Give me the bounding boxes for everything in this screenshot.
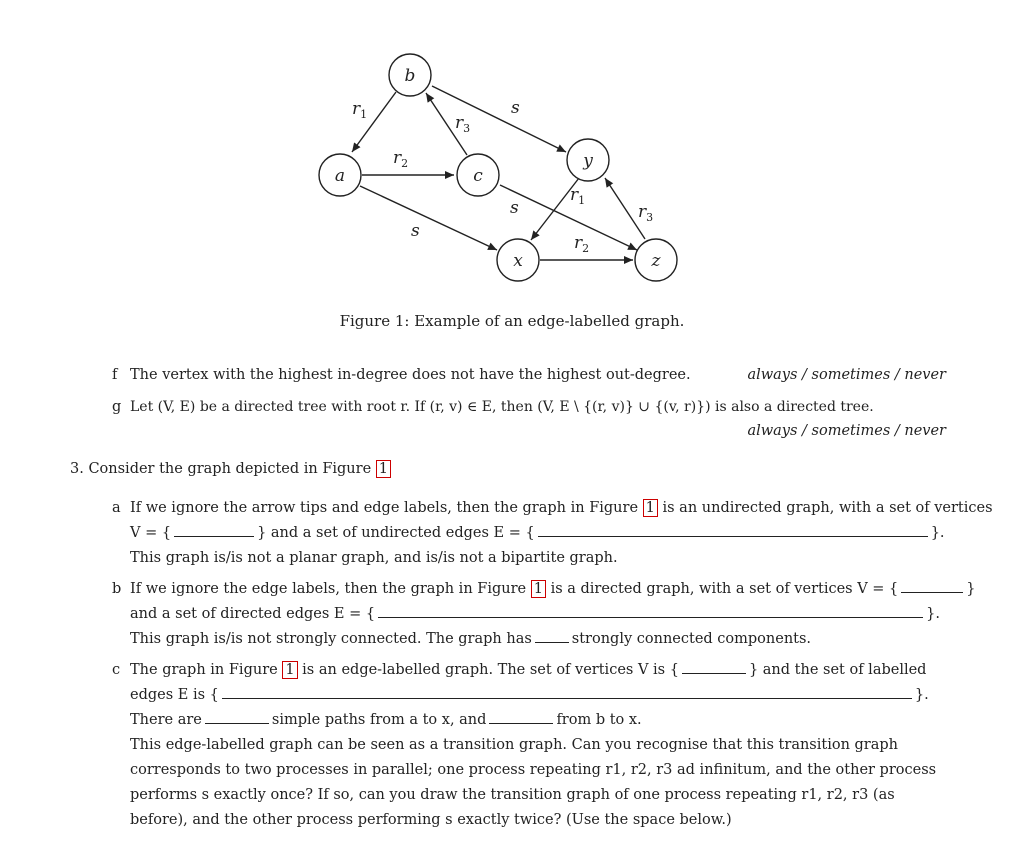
svg-text:x: x bbox=[513, 251, 523, 271]
q3c-letter: c bbox=[112, 662, 121, 678]
q3c-line3-mid: simple paths from a to x, and bbox=[271, 712, 487, 728]
q3c-edges-blank[interactable] bbox=[222, 685, 912, 699]
edge-labelled-graph-figure bbox=[0, 0, 1024, 300]
item-f-text: The vertex with the highest in-degree does not have the highest out-degree. bbox=[130, 367, 691, 383]
q3a-line1-post: is an undirected graph, with a set of vertices bbox=[662, 500, 993, 516]
q3b-line1 bbox=[130, 579, 976, 599]
node-x bbox=[497, 239, 539, 281]
edge-label-b-a: $r_1$ bbox=[352, 99, 368, 121]
q3b-line1-post: is a directed graph, with a set of vertices V = { bbox=[550, 581, 899, 597]
edge-label-a-c: $r_2$ bbox=[393, 148, 409, 170]
q3a-letter: a bbox=[112, 500, 121, 516]
q3b-line2 bbox=[130, 604, 940, 624]
q3c-line3-post: from b to x. bbox=[556, 712, 642, 728]
q3a-line2-mid: } and a set of undirected edges E = { bbox=[257, 525, 535, 541]
q3c-line2-end: }. bbox=[914, 687, 929, 703]
item-g-text: Let (V, E) be a directed tree with root r. If (r, v) ∈ E, then (V, E \ {(r, v)} ∪ {(v, r)}) is also a directed tree. bbox=[130, 399, 874, 415]
q3a-line2-pre: V = { bbox=[130, 525, 172, 541]
q3b-line3 bbox=[130, 629, 811, 649]
question-3-intro-text: Consider the graph depicted in Figure bbox=[88, 461, 372, 477]
q3b-line1-pre: If we ignore the edge labels, then the graph in Figure bbox=[130, 581, 527, 597]
q3b-line2-end: }. bbox=[926, 606, 940, 622]
node-a bbox=[319, 154, 361, 196]
q3b-components-blank[interactable] bbox=[535, 629, 569, 643]
svg-text:z: z bbox=[651, 251, 661, 271]
edge-label-y-x: $r_1$ bbox=[570, 185, 586, 207]
q3a-edges-blank[interactable] bbox=[538, 523, 928, 537]
q3c-line1-mid: is an edge-labelled graph. The set of vertices V is { bbox=[302, 662, 679, 678]
edge-label-c-b: $r_3$ bbox=[455, 113, 471, 135]
q3a-line1 bbox=[130, 498, 993, 518]
svg-text:y: y bbox=[583, 151, 593, 171]
item-g-letter: g bbox=[112, 399, 122, 415]
q3a-line1-pre: If we ignore the arrow tips and edge labels, then the graph in Figure bbox=[130, 500, 639, 516]
figure-caption: Figure 1: Example of an edge-labelled graph. bbox=[339, 312, 685, 330]
svg-text:a: a bbox=[334, 166, 346, 186]
q3c-line1-post: } and the set of labelled bbox=[748, 662, 927, 678]
svg-text:b: b bbox=[404, 66, 416, 86]
q3a-vertices-blank[interactable] bbox=[174, 523, 254, 537]
q3b-line2-pre: and a set of directed edges E = { bbox=[130, 606, 376, 622]
q3a-line2 bbox=[130, 523, 945, 543]
item-f-options: always / sometimes / never bbox=[747, 367, 946, 383]
q3c-line2-pre: edges E is { bbox=[130, 687, 219, 703]
edge-label-z-y: $r_3$ bbox=[638, 202, 654, 224]
item-f-letter: f bbox=[112, 367, 118, 383]
q3c-paths-a-x-blank[interactable] bbox=[205, 710, 269, 724]
node-z bbox=[635, 239, 677, 281]
edge-b-y bbox=[432, 86, 566, 152]
q3b-edges-blank[interactable] bbox=[378, 604, 923, 618]
edge-label-a-x: s bbox=[411, 221, 420, 241]
q3b-line3-pre: This graph is/is not strongly connected. The graph has bbox=[130, 631, 532, 647]
q3b-line1-end: } bbox=[966, 581, 976, 597]
q3a-line2-end: }. bbox=[930, 525, 945, 541]
edge-label-b-y: s bbox=[511, 98, 520, 118]
question-3-number: 3. bbox=[70, 461, 84, 477]
q3c-vertices-blank[interactable] bbox=[682, 660, 746, 674]
item-g-options: always / sometimes / never bbox=[747, 423, 946, 439]
q3b-letter: b bbox=[112, 581, 122, 597]
q3c-paths-b-x-blank[interactable] bbox=[489, 710, 553, 724]
q3c-paragraph: This edge-labelled graph can be seen as a transition graph. Can you recognise that this transition graph corresponds to two processes in parallel; one process repeating r1, r2, r3 ad infinitum, and the other process performs s exactly once? If so, can you draw the transition graph of one process repeating r1, r2, r3 (as before), and the other process performing s exactly twice? (Use the space below.) bbox=[130, 737, 937, 828]
figure-1-link[interactable]: 1 bbox=[376, 460, 391, 478]
figure-1-link[interactable]: 1 bbox=[643, 499, 658, 517]
svg-text:c: c bbox=[473, 166, 483, 186]
node-b bbox=[389, 54, 431, 96]
q3b-line3-post: strongly connected components. bbox=[571, 631, 812, 647]
node-y bbox=[567, 139, 609, 181]
q3c-line2 bbox=[130, 685, 929, 705]
question-3-intro bbox=[70, 459, 391, 479]
q3c-line1-pre: The graph in Figure bbox=[130, 662, 278, 678]
q3c-line1 bbox=[130, 660, 926, 680]
figure-1-link[interactable]: 1 bbox=[282, 661, 297, 679]
q3b-vertices-blank[interactable] bbox=[901, 579, 963, 593]
edge-label-c-z: s bbox=[510, 198, 519, 218]
q3c-line3-pre: There are bbox=[130, 712, 202, 728]
figure-1-link[interactable]: 1 bbox=[531, 580, 546, 598]
edge-label-x-z: $r_2$ bbox=[574, 233, 590, 255]
q3a-line3: This graph is/is not a planar graph, and is/is not a bipartite graph. bbox=[130, 550, 618, 566]
q3c-line3 bbox=[130, 710, 642, 730]
node-c bbox=[457, 154, 499, 196]
